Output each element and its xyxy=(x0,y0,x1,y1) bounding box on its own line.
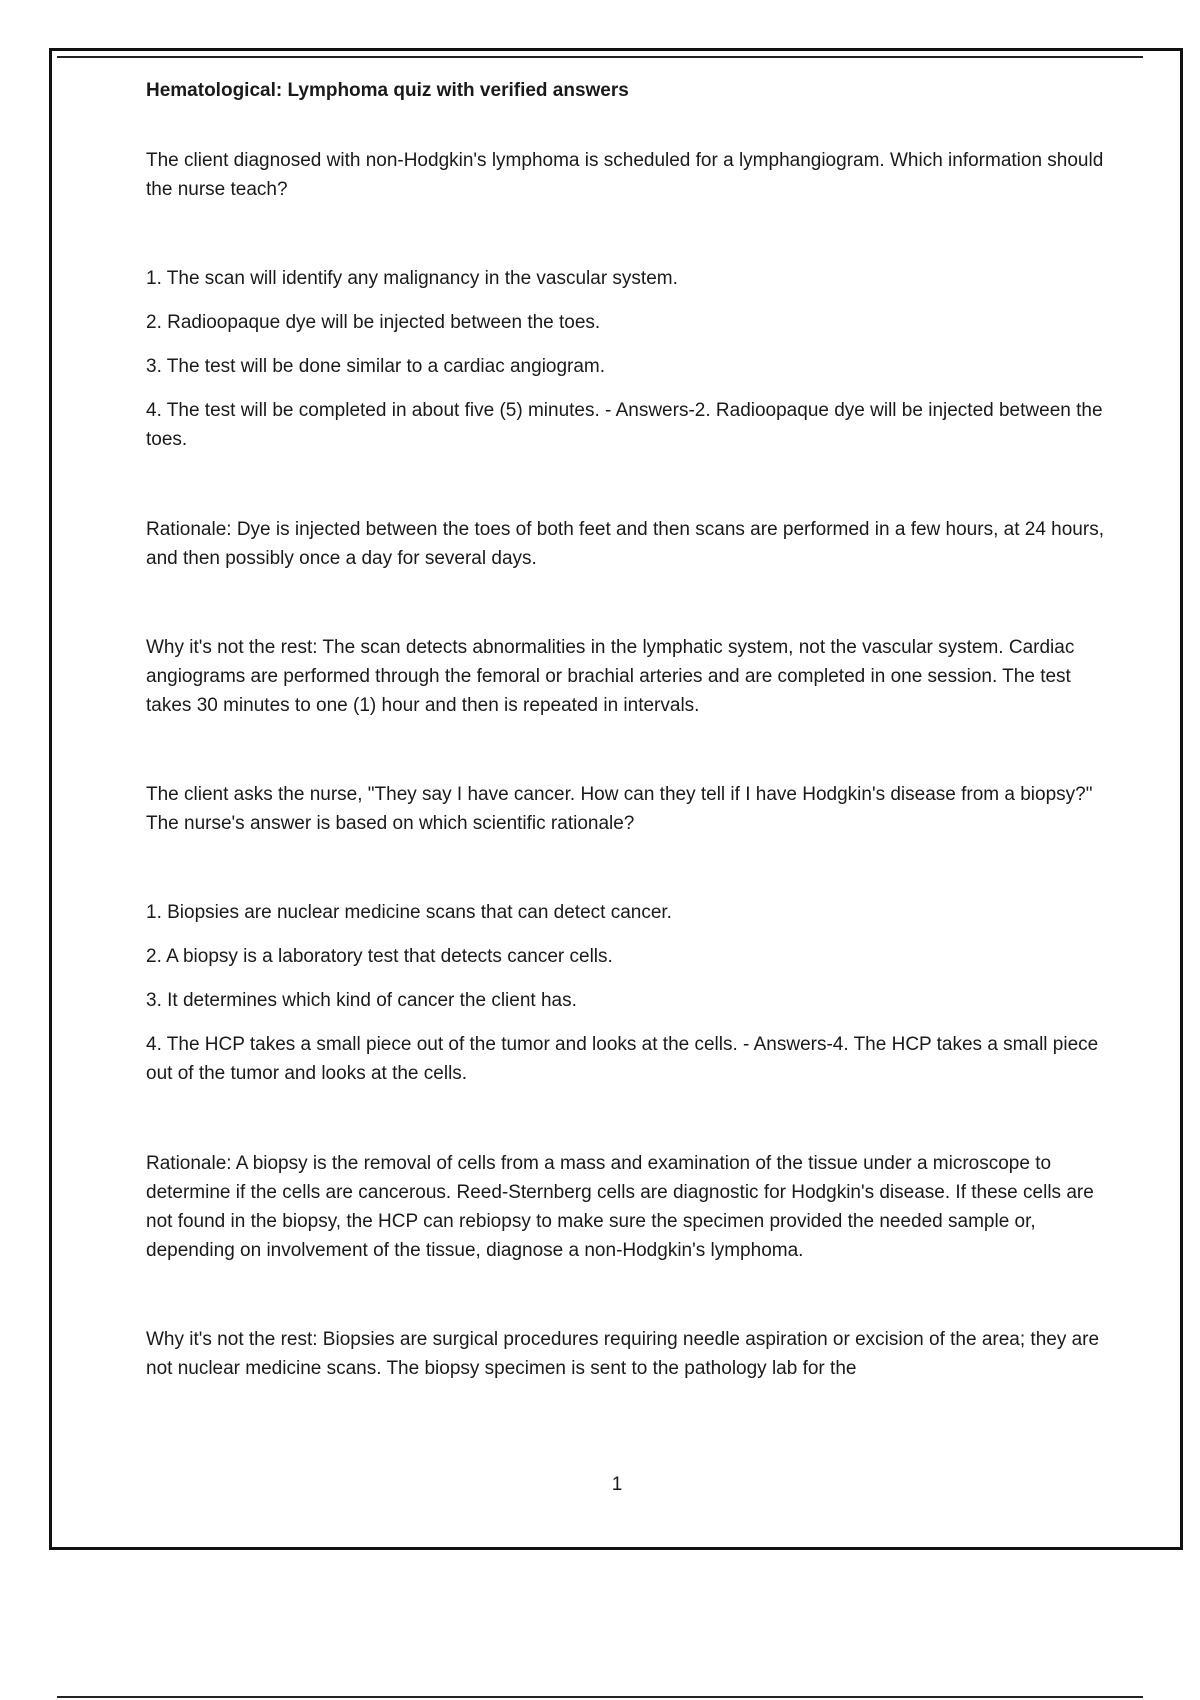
question-2-rationale: Rationale: A biopsy is the removal of cells from a mass and examination of the tissue under a microscope to determine if the cells are cancerous. Reed-Sternberg cells are diagnostic for Hodgkin's disease. If these cells are not found in the biopsy, the HCP can rebiopsy to make sure the specimen provided the needed sample or, depending on involvement of the tissue, diagnose a non-Hodgkin's lymphoma. xyxy=(146,1153,1094,1261)
question-1-stem: The client diagnosed with non-Hodgkin's lymphoma is scheduled for a lymphangiogram. Which information should the nurse teach? xyxy=(146,150,1104,200)
question-1-rationale: Rationale: Dye is injected between the toes of both feet and then scans are performed in a few hours, at 24 hours, and then possibly once a day for several days. xyxy=(146,519,1104,569)
next-page-top-rule xyxy=(57,1696,1143,1698)
top-rule xyxy=(57,56,1143,58)
question-1-option-3: 3. The test will be done similar to a cardiac angiogram. xyxy=(146,356,606,377)
question-2-option-2: 2. A biopsy is a laboratory test that detects cancer cells. xyxy=(146,946,613,967)
question-1-why-not: Why it's not the rest: The scan detects abnormalities in the lymphatic system, not the vascular system. Cardiac angiograms are performed through the femoral or brachial arteries and are completed in one session. The test takes 30 minutes to one (1) hour and then is repeated in intervals. xyxy=(146,637,1075,716)
question-2-why-not: Why it's not the rest: Biopsies are surgical procedures requiring needle aspiration or excision of the area; they are not nuclear medicine scans. The biopsy specimen is sent to the pathology lab for the xyxy=(146,1329,1100,1379)
question-2-option-4-answer: 4. The HCP takes a small piece out of the tumor and looks at the cells. - Answers-4. The HCP takes a small piece out of the tumor and looks at the cells. xyxy=(146,1034,1099,1084)
question-2-option-1: 1. Biopsies are nuclear medicine scans that can detect cancer. xyxy=(146,902,672,923)
question-1-option-4-answer: 4. The test will be completed in about five (5) minutes. - Answers-2. Radioopaque dye will be injected between the toes. xyxy=(146,400,1103,450)
page-number: 1 xyxy=(611,1474,623,1495)
page-content xyxy=(146,76,1106,1443)
question-2-stem: The client asks the nurse, "They say I have cancer. How can they tell if I have Hodgkin's disease from a biopsy?" The nurse's answer is based on which scientific rationale? xyxy=(146,784,1093,834)
document-title: Hematological: Lymphoma quiz with verified answers xyxy=(146,80,629,101)
question-1-option-1: 1. The scan will identify any malignancy in the vascular system. xyxy=(146,268,678,289)
question-2-option-3: 3. It determines which kind of cancer the client has. xyxy=(146,990,577,1011)
question-1-option-2: 2. Radioopaque dye will be injected between the toes. xyxy=(146,312,601,333)
